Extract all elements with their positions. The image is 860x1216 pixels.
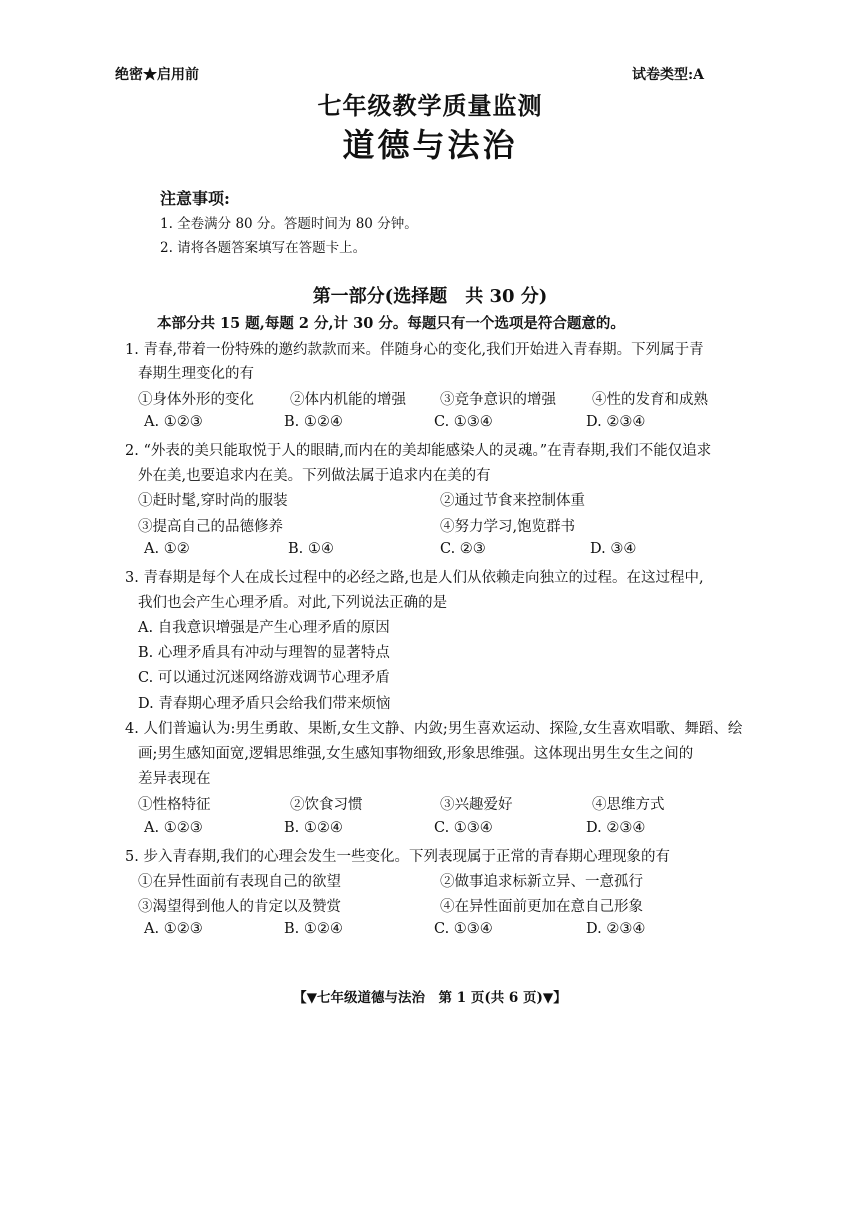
statement-item: ③兴趣爱好 bbox=[440, 797, 513, 813]
answer-choice: A. ①② bbox=[144, 541, 190, 557]
statement-item: ③提高自己的品德修养 bbox=[138, 519, 283, 535]
question-stem-line: 我们也会产生心理矛盾。对此,下列说法正确的是 bbox=[138, 595, 448, 611]
part-heading: 第一部分(选择题 共 30 分) bbox=[312, 286, 548, 307]
statement-item: ①性格特征 bbox=[138, 797, 211, 813]
page-footer: 【▼七年级道德与法治 第 1 页(共 6 页)▼】 bbox=[293, 990, 567, 1006]
question-stem-line: 5. 步入青春期,我们的心理会发生一些变化。下列表现属于正常的青春期心理现象的有 bbox=[125, 849, 671, 865]
question-stem-line: 春期生理变化的有 bbox=[138, 366, 254, 382]
answer-choice: C. ①③④ bbox=[434, 820, 493, 836]
statement-item: ②做事追求标新立异、一意孤行 bbox=[440, 874, 643, 890]
statement-item: ④努力学习,饱览群书 bbox=[440, 519, 576, 535]
part-description: 本部分共 15 题,每题 2 分,计 30 分。每题只有一个选项是符合题意的。 bbox=[157, 315, 625, 332]
answer-choice: D. ②③④ bbox=[586, 921, 646, 937]
statement-item: ③竞争意识的增强 bbox=[440, 392, 556, 408]
paper-type-label: 试卷类型:A bbox=[632, 67, 705, 83]
question-stem-line: 画;男生感知面宽,逻辑思维强,女生感知事物细致,形象思维强。这体现出男生女生之间的 bbox=[138, 746, 694, 762]
exam-title: 七年级教学质量监测 bbox=[317, 91, 543, 120]
answer-choice: B. ①②④ bbox=[284, 921, 343, 937]
statement-item: ③渴望得到他人的肯定以及赞赏 bbox=[138, 899, 341, 915]
statement-item: ①在异性面前有表现自己的欲望 bbox=[138, 874, 341, 890]
statement-item: ①身体外形的变化 bbox=[138, 392, 254, 408]
note-item: 2. 请将各题答案填写在答题卡上。 bbox=[160, 240, 367, 256]
statement-item: ①赶时髦,穿时尚的服装 bbox=[138, 493, 288, 509]
note-item: 1. 全卷满分 80 分。答题时间为 80 分钟。 bbox=[160, 216, 418, 232]
answer-choice: D. ②③④ bbox=[586, 414, 646, 430]
question-stem-line: 外在美,也要追求内在美。下列做法属于追求内在美的有 bbox=[138, 468, 491, 484]
question-stem-line: 1. 青春,带着一份特殊的邀约款款而来。伴随身心的变化,我们开始进入青春期。下列属于青 bbox=[125, 342, 704, 358]
statement-item: ④在异性面前更加在意自己形象 bbox=[440, 899, 643, 915]
subject-title: 道德与法治 bbox=[342, 126, 518, 164]
question-stem-line: 4. 人们普遍认为:男生勇敢、果断,女生文静、内敛;男生喜欢运动、探险,女生喜欢唱歌、舞蹈、绘 bbox=[125, 721, 743, 737]
answer-choice: A. ①②③ bbox=[144, 820, 203, 836]
notes-heading: 注意事项: bbox=[160, 189, 230, 208]
answer-choice: B. ①④ bbox=[288, 541, 334, 557]
answer-choice: C. ①③④ bbox=[434, 414, 493, 430]
answer-choice: B. ①②④ bbox=[284, 414, 343, 430]
answer-choice: A. ①②③ bbox=[144, 414, 203, 430]
answer-choice: A. 自我意识增强是产生心理矛盾的原因 bbox=[138, 620, 390, 636]
question-stem-line: 2. “外表的美只能取悦于人的眼睛,而内在的美却能感染人的灵魂。”在青春期,我们不能仅追求 bbox=[125, 443, 712, 459]
answer-choice: C. 可以通过沉迷网络游戏调节心理矛盾 bbox=[138, 670, 390, 686]
statement-item: ②通过节食来控制体重 bbox=[440, 493, 585, 509]
question-stem-line: 3. 青春期是每个人在成长过程中的必经之路,也是人们从依赖走向独立的过程。在这过程中, bbox=[125, 570, 704, 586]
answer-choice: D. 青春期心理矛盾只会给我们带来烦恼 bbox=[138, 696, 391, 712]
confidential-label: 绝密★启用前 bbox=[115, 67, 199, 83]
answer-choice: D. ③④ bbox=[590, 541, 637, 557]
answer-choice: A. ①②③ bbox=[144, 921, 203, 937]
answer-choice: B. ①②④ bbox=[284, 820, 343, 836]
statement-item: ④性的发育和成熟 bbox=[592, 392, 708, 408]
answer-choice: B. 心理矛盾具有冲动与理智的显著特点 bbox=[138, 645, 390, 661]
question-stem-line: 差异表现在 bbox=[138, 771, 211, 787]
answer-choice: D. ②③④ bbox=[586, 820, 646, 836]
answer-choice: C. ②③ bbox=[440, 541, 486, 557]
statement-item: ④思维方式 bbox=[592, 797, 665, 813]
answer-choice: C. ①③④ bbox=[434, 921, 493, 937]
statement-item: ②体内机能的增强 bbox=[290, 392, 406, 408]
statement-item: ②饮食习惯 bbox=[290, 797, 363, 813]
